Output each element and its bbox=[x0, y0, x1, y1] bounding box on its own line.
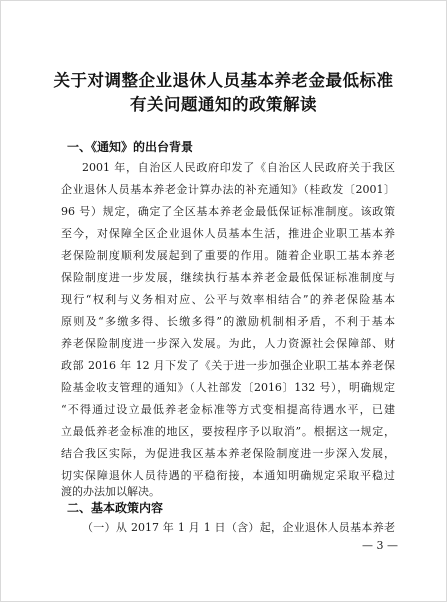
paragraph-line: 渡的办法加以解决。 bbox=[61, 485, 160, 498]
paragraph-line: 保险制度进一步发展，继续执行基本养老金最低保证标准制度与 bbox=[61, 271, 395, 284]
paragraph-line: 企业退休人员基本养老金计算办法的补充通知》（桂政发〔2001〕 bbox=[61, 183, 395, 196]
paragraph-line: 养老保险制度进一步深入发展。为此，人力资源社会保障部、财 bbox=[61, 337, 395, 350]
paragraph-line: 政部 2016 年 12 月下发了《关于进一步加强企业职工基本养老保 bbox=[61, 359, 395, 372]
paragraph-line: 险基金收支管理的通知》（人社部发〔2016〕132 号），明确规定 bbox=[61, 381, 395, 394]
paragraph-line: 现行“权利与义务相对应、公平与效率相结合”的养老保险基本 bbox=[61, 293, 395, 306]
paragraph-line: 老保险制度顺利发展起到了重要的作用。随着企业职工基本养老 bbox=[61, 249, 395, 262]
paragraph-line: 2001 年，自治区人民政府印发了《自治区人民政府关于我区 bbox=[82, 161, 395, 174]
paragraph-line: 至今，对保障全区企业退休人员基本生活，推进企业职工基本养 bbox=[61, 227, 395, 240]
paragraph-line: 原则及“多缴多得、长缴多得”的激励机制相矛盾，不利于基本 bbox=[61, 315, 395, 328]
paragraph-line: 立最低养老金标准的地区，要按程序予以取消”。根据这一规定， bbox=[61, 425, 395, 438]
paragraph-line: （一）从 2017 年 1 月 1 日（含）起，企业退休人员基本养老 bbox=[82, 521, 395, 534]
paragraph-line: 结合我区实际，为促进我区基本养老保险制度进一步深入发展， bbox=[61, 447, 395, 460]
section-heading-policy: 二、基本政策内容 bbox=[67, 501, 164, 515]
paragraph-line: 切实保障退休人员待遇的平稳衔接，本通知明确规定采取平稳过 bbox=[61, 469, 395, 482]
paragraph-line: 96 号）规定，确定了全区基本养老金最低保证标准制度。该政策 bbox=[61, 205, 395, 218]
document-title-line-1: 关于对调整企业退休人员基本养老金最低标准 bbox=[53, 71, 394, 90]
document-title-line-2: 有关问题通知的政策解读 bbox=[130, 95, 317, 114]
section-heading-background: 一、《通知》的出台背景 bbox=[67, 140, 194, 154]
paragraph-line: “不得通过设立最低养老金标准等方式变相提高待遇水平，已建 bbox=[61, 403, 395, 416]
page-number: — 3 — bbox=[362, 539, 398, 552]
